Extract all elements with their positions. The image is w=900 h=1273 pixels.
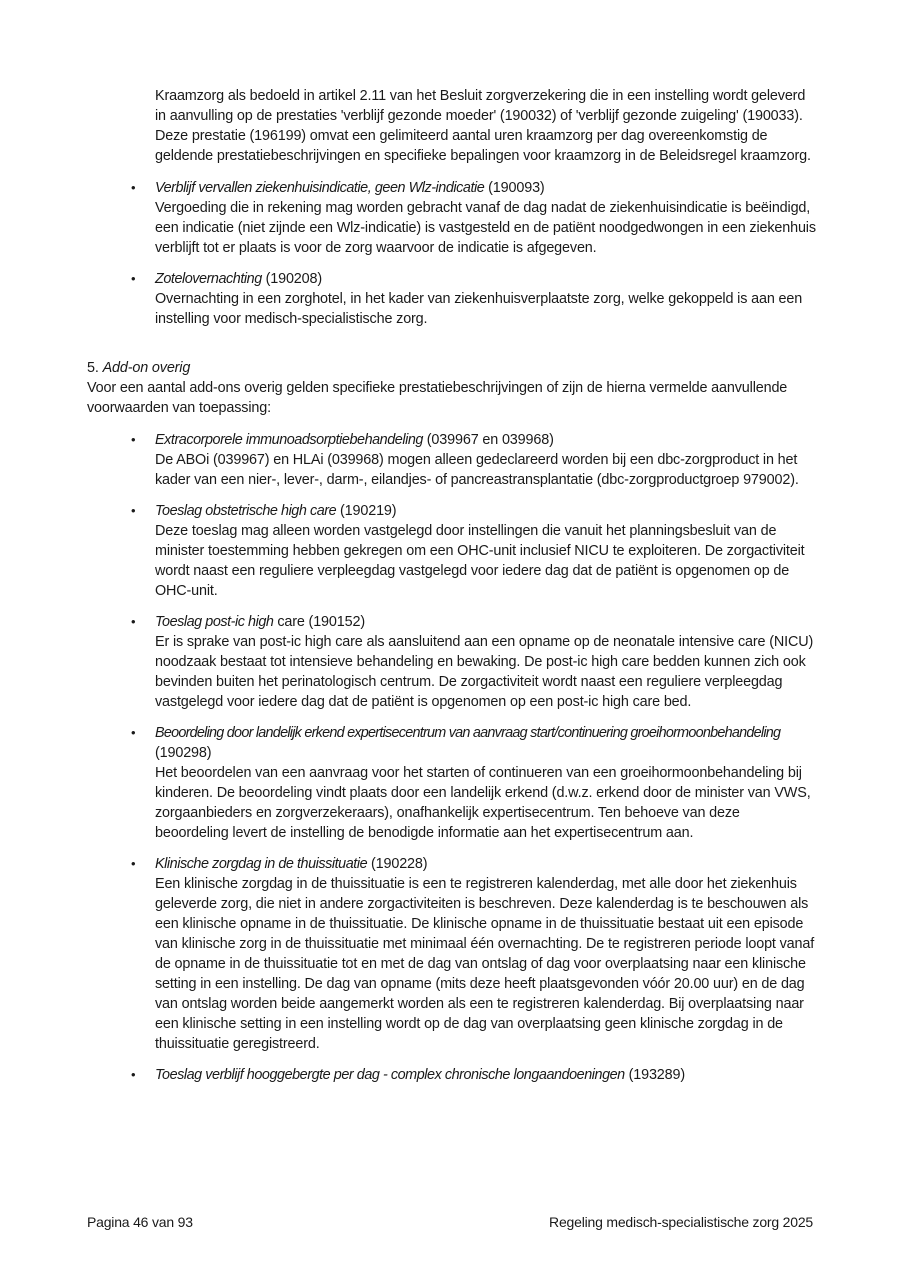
bullet-icon: • <box>131 180 136 195</box>
item-description: Vergoeding die in rekening mag worden gebracht vanaf de dag nadat de ziekenhuisindicatie is beëindigd, een indicatie (niet zijnde een Wlz-indicatie) is vastgesteld en de patiënt noodgedwongen in een ziekenhuis verblijft tot er plaats is voor de zorg waarvoor de indicatie is afgegeven. <box>155 200 816 256</box>
item-code: (190298) <box>155 745 212 761</box>
bullet-icon: • <box>131 271 136 286</box>
section-title: Add-on overig <box>102 360 191 376</box>
item-heading <box>155 612 817 632</box>
list-item <box>131 1065 817 1085</box>
item-term: Toeslag post-ic high <box>155 614 274 630</box>
bullet-icon: • <box>131 856 136 871</box>
section-intro: Voor een aantal add-ons overig gelden specifieke prestatiebeschrijvingen of zijn de hierna vermelde aanvullende voorwaarden van toepassing: <box>87 380 788 416</box>
item-description: Een klinische zorgdag in de thuissituatie is een te registreren kalenderdag, met alle door het ziekenhuis geleverde zorg, die niet in andere zorgactiviteiten is beschreven. Deze kalenderdag is te beschouwen als een klinische opname in de thuissituatie. De klinische opname in de thuissituatie bestaat uit een episode van klinische zorg in de thuissituatie met minimaal één overnachting. De te registreren periode loopt vanaf de opname in de thuissituatie tot en met de dag van ontslag of dag voor overplaatsing naar een klinische setting in een instelling. De dag van opname (mits deze heeft plaatsgevonden vóór 20.00 uur) en de dag van ontslag worden beide aangemerkt worden als een te registreren kalenderdag. Bij overplaatsing naar een klinische setting in een instelling wordt op de dag van overplaatsing geen klinische zorgdag in de thuissituatie geregistreerd. <box>155 876 815 1052</box>
list-item <box>131 430 817 490</box>
item-description: De ABOi (039967) en HLAi (039968) mogen alleen gedeclareerd worden bij een dbc-zorgproduct in het kader van een nier-, lever-, darm-, eilandjes- of pancreastransplantatie (dbc-zorgproductgroep 979002). <box>155 452 799 488</box>
document-title: Regeling medisch-specialistische zorg 2025 <box>549 1214 813 1230</box>
page-content <box>87 86 817 1085</box>
bullet-icon: • <box>131 1067 136 1082</box>
item-code: (190093) <box>484 180 545 196</box>
item-term: Beoordeling door landelijk erkend expertisecentrum van aanvraag start/continuering groeihormoonbehandeling <box>155 725 781 741</box>
list-item <box>131 854 817 1054</box>
item-description: Overnachting in een zorghotel, in het kader van ziekenhuisverplaatste zorg, welke gekoppeld is aan een instelling voor medisch-specialistische zorg. <box>155 291 803 327</box>
item-term: Klinische zorgdag in de thuissituatie <box>155 856 368 872</box>
item-description: Het beoordelen van een aanvraag voor het starten of continueren van een groeihormoonbehandeling bij kinderen. De beoordeling vindt plaats door een landelijk erkend (d.w.z. erkend door de minister van VWS, zorgaanbieders en zorgverzekeraars), onafhankelijk expertisecentrum. Ten behoeve van deze beoordeling levert de instelling de benodigde informatie aan het expertisecentrum aan. <box>155 765 811 841</box>
item-term: Toeslag verblijf hooggebergte per dag - complex chronische longaandoeningen <box>155 1067 625 1083</box>
item-heading <box>155 723 817 763</box>
list-item <box>131 612 817 712</box>
item-code: (190228) <box>367 856 428 872</box>
bullet-icon: • <box>131 614 136 629</box>
item-term: Toeslag obstetrische high care <box>155 503 337 519</box>
item-code: (190219) <box>336 503 397 519</box>
section-heading <box>87 358 817 378</box>
item-heading <box>155 854 817 874</box>
item-code: care (190152) <box>273 614 365 630</box>
list-item <box>131 723 817 843</box>
list-item <box>131 501 817 601</box>
item-heading <box>155 430 817 450</box>
list-item <box>131 269 817 329</box>
section-number: 5. <box>87 360 103 376</box>
item-description: Er is sprake van post-ic high care als aansluitend aan een opname op de neonatale intensive care (NICU) noodzaak bestaat tot intensieve behandeling en bewaking. De post-ic high care bedden kunnen zich ook bevinden buiten het perinatologisch centrum. De zorgactiviteit wordt naast een reguliere verpleegdag vastgelegd voor iedere dag dat de patiënt is opgenomen op een post-ic high care bed. <box>155 634 814 710</box>
item-code: (190208) <box>261 271 323 287</box>
item-heading <box>155 269 817 289</box>
continued-paragraph: Kraamzorg als bedoeld in artikel 2.11 van het Besluit zorgverzekering die in een instelling wordt geleverd in aanvulling op de prestaties 'verblijf gezonde moeder' (190032) of 'verblijf gezonde zuigeling' (190033). Deze prestatie (196199) omvat een gelimiteerd aantal uren kraamzorg per dag overeenkomstig de geldende prestatiebeschrijvingen en specifieke bepalingen voor kraamzorg in de Beleidsregel kraamzorg. <box>155 88 811 164</box>
item-description: Deze toeslag mag alleen worden vastgelegd door instellingen die vanuit het planningsbesluit van de minister toestemming hebben gekregen om een OHC-unit inclusief NICU te exploiteren. De zorgactiviteit wordt naast een reguliere verpleegdag vastgelegd voor iedere dag dat de patiënt is opgenomen op de OHC-unit. <box>155 523 805 599</box>
item-heading <box>155 178 817 198</box>
item-heading <box>155 1065 817 1085</box>
item-term: Zotelovernachting <box>155 271 262 287</box>
page-number: Pagina 46 van 93 <box>87 1214 193 1230</box>
bullet-icon: • <box>131 503 136 518</box>
item-code: (039967 en 039968) <box>422 432 554 448</box>
bullet-icon: • <box>131 725 136 740</box>
item-code: (193289) <box>624 1067 686 1083</box>
list-item <box>131 178 817 258</box>
bullet-icon: • <box>131 432 136 447</box>
item-term: Verblijf vervallen ziekenhuisindicatie, geen Wlz-indicatie <box>155 180 485 196</box>
item-term: Extracorporele immunoadsorptiebehandeling <box>155 432 423 448</box>
page-footer <box>87 1213 813 1231</box>
item-heading <box>155 501 817 521</box>
